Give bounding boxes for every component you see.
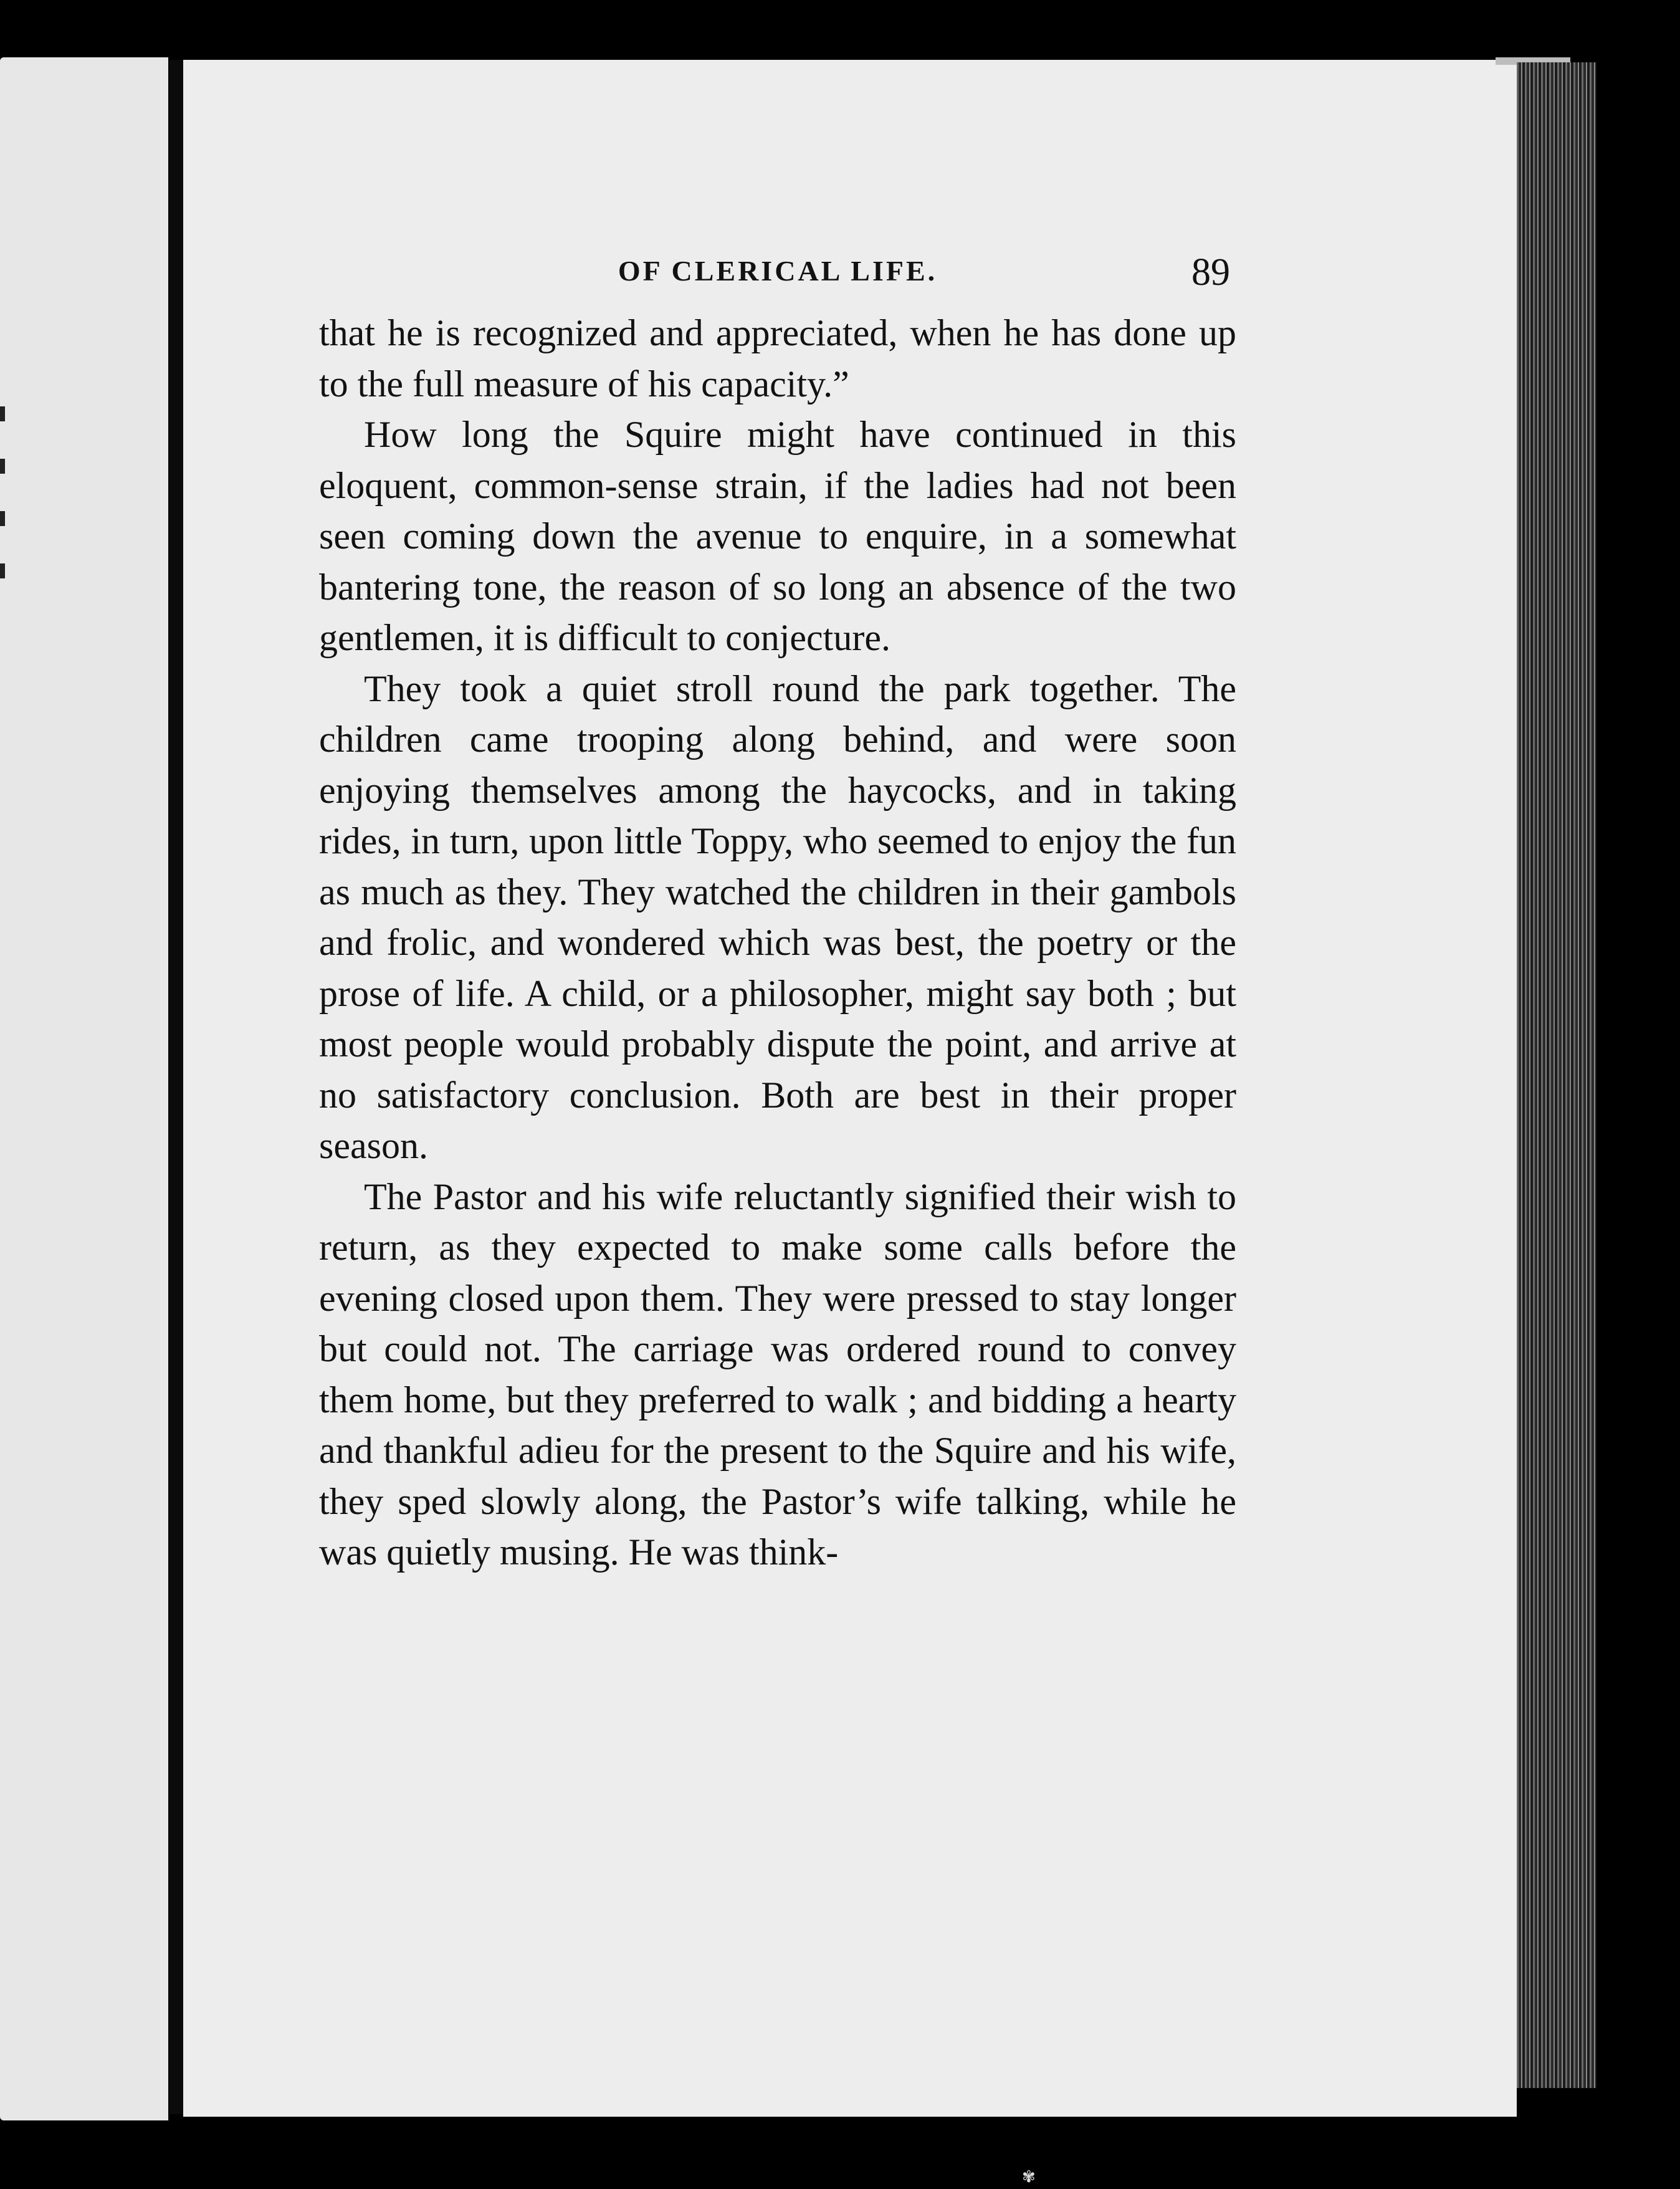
- page-text-block: [319, 251, 1236, 1578]
- paragraph: The Pastor and his wife reluctantly signified their wish to return, as they expected to make some calls before the evening closed upon them. They were pressed to stay longer but could not. The carriage was ordered round to convey them home, but they preferred to walk ; and bidding a hearty and thankful adieu for the present to the Squire and his wife, they sped slowly along, the Pastor’s wife talking, while he was quietly musing. He was think-: [319, 1176, 1236, 1573]
- page-number: 89: [1191, 251, 1230, 294]
- scan-artifact-mark: ✾: [1022, 2168, 1036, 2187]
- left-facing-page: [0, 57, 168, 2120]
- running-head: [319, 251, 1236, 308]
- left-page-text-fragments: [0, 406, 9, 668]
- body-text: [319, 308, 1236, 1578]
- paragraph: They took a quiet stroll round the park together. The children came trooping along behind, and were soon enjoying themselves among the haycocks, and in taking rides, in turn, upon little Toppy, who seemed to enjoy the fun as much as they. They watched the children in their gambols and frolic, and wondered which was best, the poetry or the prose of life. A child, or a philosopher, might say both ; but most people would probably dispute the point, and arrive at no satisfactory conclusion. Both are best in their proper season.: [319, 668, 1236, 1166]
- paragraph-continued: that he is recognized and appreciated, when he has done up to the full measure of his capacity.”: [319, 312, 1236, 405]
- book-gutter: [169, 60, 183, 2114]
- running-title: OF CLERICAL LIFE.: [618, 255, 938, 287]
- page-edges: [1517, 62, 1596, 2088]
- paragraph: How long the Squire might have continued in this eloquent, common-sense strain, if the ladies had not been seen coming down the avenue to enquire, in a somewhat bantering tone, the reason of so long an absence of the two gentlemen, it is difficult to conjecture.: [319, 414, 1236, 658]
